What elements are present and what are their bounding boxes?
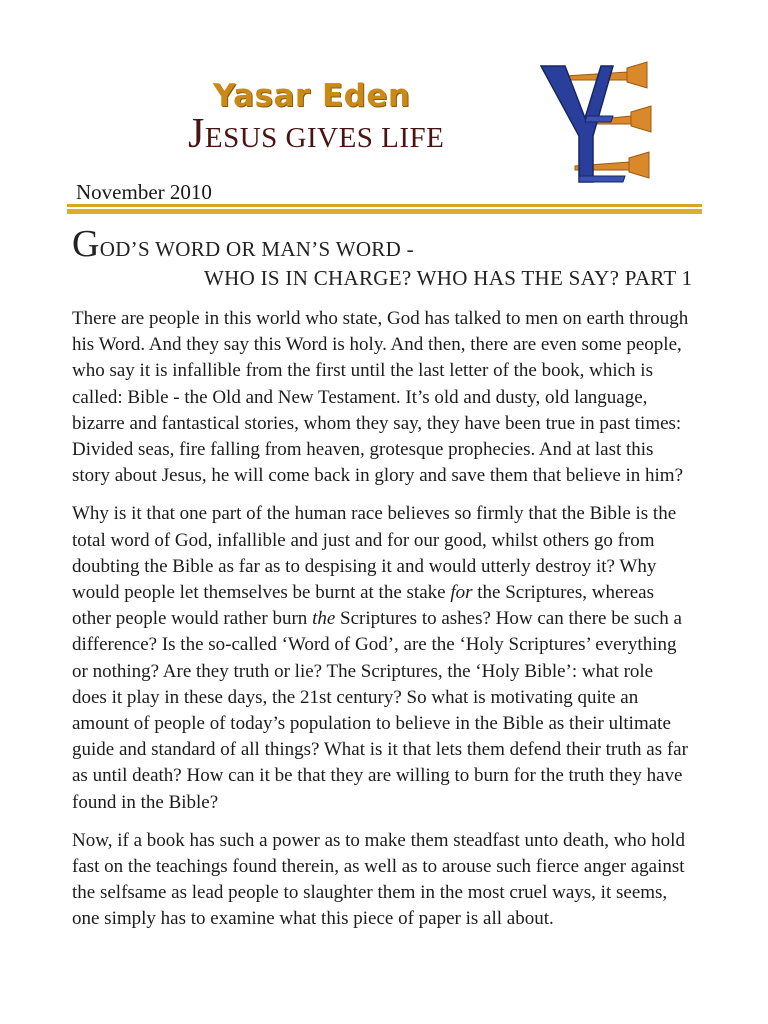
paragraph-2-emphasis-the: the bbox=[312, 608, 336, 630]
header-divider-thin bbox=[67, 204, 702, 207]
paragraph-2-emphasis-for: for bbox=[450, 582, 473, 604]
tagline bbox=[188, 110, 444, 158]
ye-trumpet-logo-icon bbox=[535, 58, 660, 188]
article-title bbox=[72, 222, 702, 291]
title-line-1 bbox=[72, 222, 702, 266]
title-initial: G bbox=[72, 223, 100, 265]
paragraph-2-part-c: Scriptures to ashes? How can there be such a difference? Is the so-called ‘Word of God’, are the ‘Holy Scriptures’ everything or nothing? Are they truth or lie? The Scriptures, the ‘Holy Bible’: what role does it play in these days, the 21st century? So what is motivating quite an amount of people of today’s population to believe in the Bible as their ultimate guide and standard of all things? What is it that lets them defend their truth as far as until death? How can it be that they are willing to burn for the truth they have found in the Bible? bbox=[72, 608, 688, 813]
paragraph-2 bbox=[72, 501, 692, 815]
title-line-2: WHO IS IN CHARGE? WHO HAS THE SAY? PART 1 bbox=[204, 266, 693, 290]
article-body bbox=[72, 306, 692, 945]
tagline-initial: J bbox=[188, 111, 205, 157]
paragraph-1: There are people in this world who state, God has talked to men on earth through his Word. And they say this Word is holy. And then, there are even some people, who say it is infallible from the first until the last letter of the book, which is called: Bible - the Old and New Testament. It’s old and dusty, old language, bizarre and fantastical stories, whom they say, they have been true in past times: Divided seas, fire falling from heaven, grotesque prophecies. And at last this story about Jesus, he will come back in glory and save them that believe in him? bbox=[72, 308, 689, 487]
title-line-1-text: OD’S WORD OR MAN’S WORD - bbox=[99, 237, 414, 261]
header-divider-thick bbox=[67, 209, 702, 214]
paragraph-3: Now, if a book has such a power as to make them steadfast unto death, who hold fast on the teachings found therein, as well as to arouse such fierce anger against the selfsame as lead people to slaughter them in the most cruel ways, it seems, one simply has to examine what this piece of paper is all about. bbox=[72, 829, 685, 930]
issue-date: November 2010 bbox=[76, 180, 212, 204]
brand-name: Yasar Eden bbox=[213, 78, 411, 114]
paragraph-2-part-b: the Scriptures, whereas other people would rather burn bbox=[72, 582, 654, 630]
tagline-rest: ESUS GIVES LIFE bbox=[204, 122, 445, 154]
paragraph-2-part-a: Why is it that one part of the human race believes so firmly that the Bible is the total word of God, infallible and just and for our good, whilst others go from doubting the Bible as far as to despising it and would utterly destroy it? Why would people let themselves be burnt at the stake bbox=[72, 503, 677, 604]
